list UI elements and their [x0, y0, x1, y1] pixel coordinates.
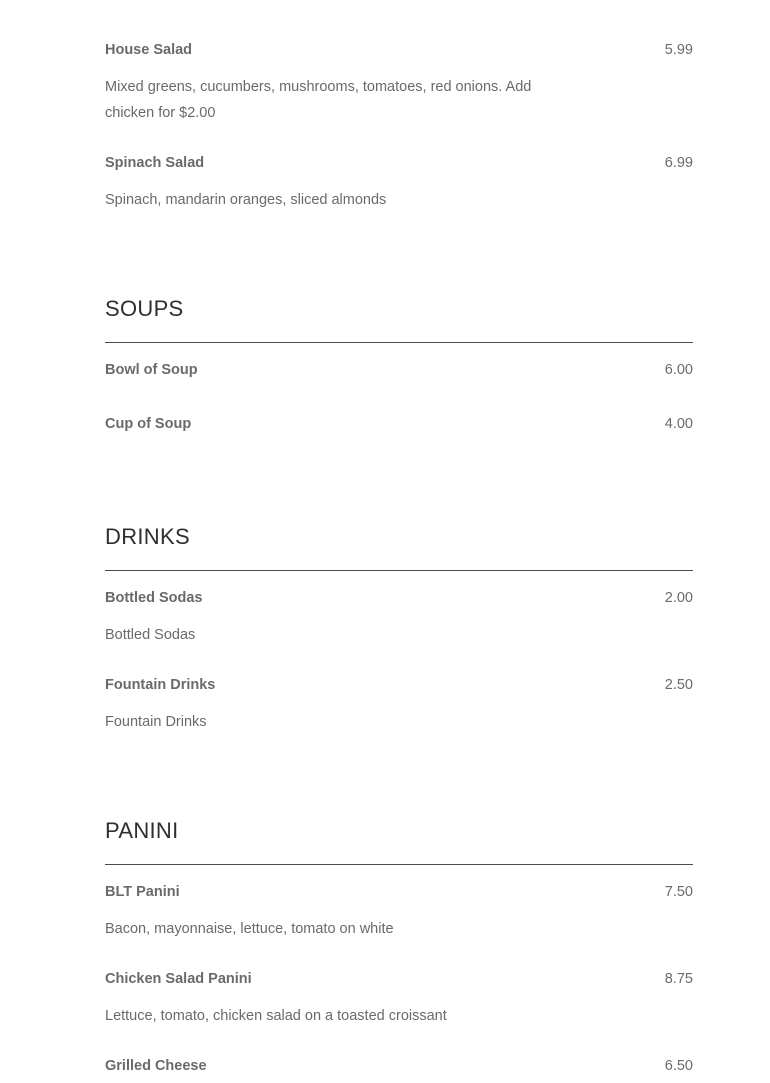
section-divider [105, 342, 693, 343]
item-name: Cup of Soup [105, 416, 192, 432]
item-name: Grilled Cheese [105, 1058, 207, 1074]
item-name: Bottled Sodas [105, 590, 203, 606]
section-title-soups: SOUPS [105, 296, 184, 321]
item-price: 6.99 [664, 155, 693, 171]
item-description: Mixed greens, cucumbers, mushrooms, tomatoes, red onions. Add chicken for $2.00 [105, 79, 532, 121]
item-name: BLT Panini [105, 884, 180, 900]
item-name: Spinach Salad [105, 155, 205, 171]
item-description: Fountain Drinks [105, 714, 207, 730]
section-divider [105, 570, 693, 571]
item-price: 5.99 [664, 42, 693, 58]
item-description-fragment [105, 0, 211, 2]
section-title-drinks: DRINKS [105, 524, 190, 549]
section-title-panini: PANINI [105, 818, 179, 843]
item-name: Fountain Drinks [105, 677, 216, 693]
item-description: Bottled Sodas [105, 627, 196, 643]
item-description: Lettuce, tomato, chicken salad on a toasted croissant [105, 1008, 447, 1024]
item-name: Bowl of Soup [105, 362, 198, 378]
item-description: Bacon, mayonnaise, lettuce, tomato on white [105, 921, 394, 937]
item-price: 6.50 [664, 1058, 693, 1074]
item-price: 7.50 [664, 884, 693, 900]
item-price: 2.00 [664, 590, 693, 606]
item-price: 4.00 [664, 416, 693, 432]
item-name: Chicken Salad Panini [105, 971, 252, 987]
section-divider [105, 864, 693, 865]
item-description: Spinach, mandarin oranges, sliced almonds [105, 192, 387, 208]
item-price: 6.00 [664, 362, 693, 378]
item-name: House Salad [105, 42, 193, 58]
item-price: 2.50 [664, 677, 693, 693]
item-price: 8.75 [664, 971, 693, 987]
